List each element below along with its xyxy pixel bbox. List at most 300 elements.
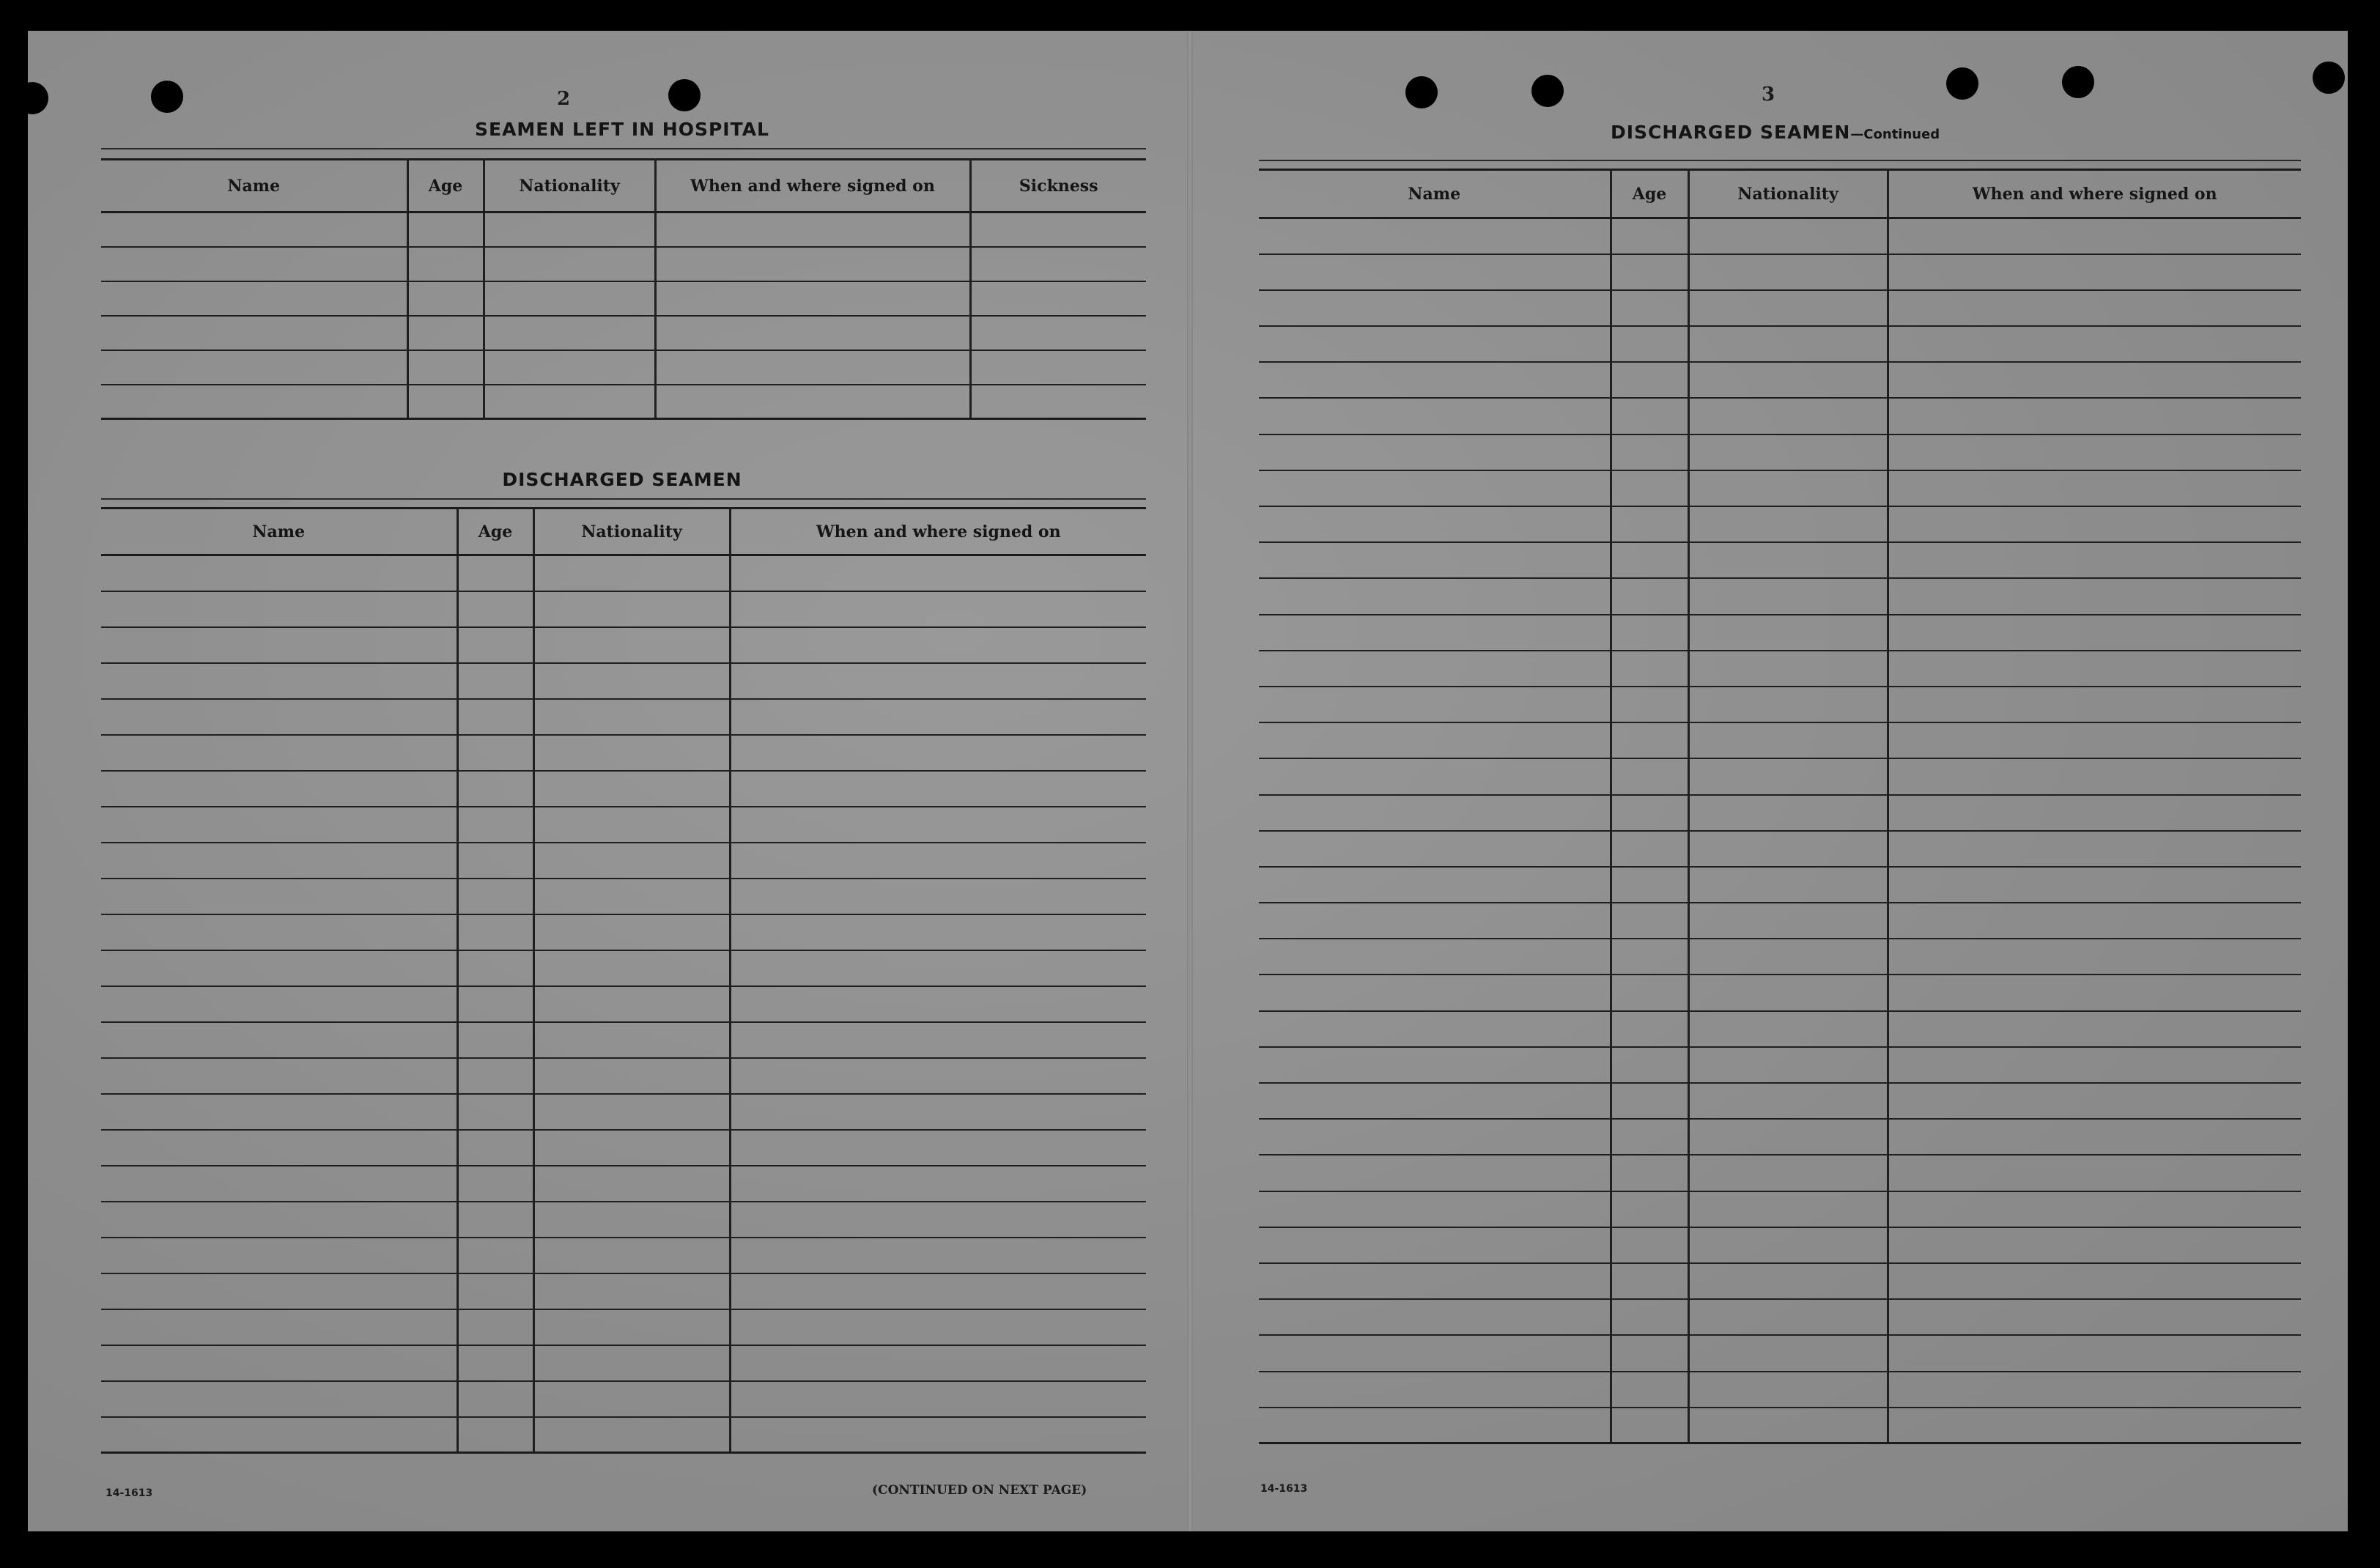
table-row	[101, 807, 1146, 843]
table-row	[1259, 362, 2301, 398]
table-cell	[1259, 758, 1611, 794]
table-cell	[1611, 1083, 1688, 1119]
table-cell	[457, 950, 533, 986]
table-row	[101, 1202, 1146, 1238]
table-cell	[1888, 398, 2301, 434]
table-cell	[457, 1273, 533, 1309]
table-row	[101, 914, 1146, 950]
table-row	[1259, 1227, 2301, 1263]
table-cell	[1611, 1263, 1688, 1299]
table-row	[1259, 254, 2301, 290]
table-cell	[1888, 1227, 2301, 1263]
table-cell	[730, 879, 1146, 914]
table-row	[1259, 975, 2301, 1010]
table-cell	[655, 385, 970, 419]
table-cell	[1611, 1335, 1688, 1371]
table-cell	[730, 555, 1146, 591]
table-cell	[457, 1166, 533, 1202]
discharged-col-name: Name	[101, 509, 457, 555]
table-cell	[101, 807, 457, 843]
table-cell	[730, 1130, 1146, 1166]
table-cell	[457, 986, 533, 1022]
table-cell	[1259, 795, 1611, 831]
page-fold	[1187, 31, 1193, 1531]
table-row	[101, 1022, 1146, 1058]
table-cell	[1259, 1335, 1611, 1371]
table-cell	[457, 807, 533, 843]
table-cell	[1688, 615, 1888, 651]
table-cell	[1611, 975, 1688, 1010]
table-cell	[1611, 578, 1688, 614]
table-cell	[970, 247, 1146, 281]
table-cell	[101, 950, 457, 986]
table-cell	[101, 1094, 457, 1130]
table-cell	[101, 316, 407, 350]
table-cell	[533, 843, 730, 879]
table-cell	[457, 1022, 533, 1058]
table-cell	[101, 350, 407, 385]
punch-hole	[1531, 75, 1564, 107]
table-cell	[1611, 795, 1688, 831]
table-cell	[1259, 1299, 1611, 1335]
table-cell	[1259, 1155, 1611, 1191]
table-cell	[101, 627, 457, 663]
table-cell	[1688, 722, 1888, 758]
table-cell	[730, 986, 1146, 1022]
table-cell	[730, 735, 1146, 771]
continued-top-rule	[1259, 160, 2301, 161]
continued-col-signed-on: When and where signed on	[1888, 170, 2301, 218]
table-cell	[655, 212, 970, 247]
table-cell	[1259, 1119, 1611, 1155]
table-cell	[1611, 398, 1688, 434]
hospital-col-nationality: Nationality	[484, 160, 655, 212]
table-row	[1259, 867, 2301, 903]
table-row	[101, 1381, 1146, 1417]
discharged-col-nationality: Nationality	[533, 509, 730, 555]
punch-hole	[668, 79, 701, 111]
table-cell	[1611, 1372, 1688, 1408]
table-row	[101, 1094, 1146, 1130]
table-cell	[457, 1130, 533, 1166]
table-cell	[457, 555, 533, 591]
table-cell	[730, 807, 1146, 843]
table-row	[1259, 1299, 2301, 1335]
table-cell	[407, 350, 484, 385]
hospital-col-name: Name	[101, 160, 407, 212]
table-row	[1259, 903, 2301, 939]
table-row	[101, 1238, 1146, 1273]
table-cell	[1688, 651, 1888, 687]
table-cell	[1611, 687, 1688, 722]
table-cell	[730, 1202, 1146, 1238]
table-cell	[1259, 687, 1611, 722]
table-cell	[1611, 722, 1688, 758]
table-cell	[1611, 1408, 1688, 1443]
discharged-section-title: DISCHARGED SEAMEN	[502, 469, 742, 490]
table-cell	[730, 843, 1146, 879]
table-cell	[1259, 975, 1611, 1010]
table-cell	[1888, 1299, 2301, 1335]
table-cell	[1611, 758, 1688, 794]
table-row	[1259, 290, 2301, 326]
table-cell	[1688, 506, 1888, 542]
punch-hole	[151, 81, 183, 113]
table-row	[1259, 470, 2301, 506]
table-cell	[1888, 1263, 2301, 1299]
hospital-col-sickness: Sickness	[970, 160, 1146, 212]
table-cell	[457, 1381, 533, 1417]
table-cell	[533, 1022, 730, 1058]
table-cell	[970, 212, 1146, 247]
table-cell	[730, 699, 1146, 735]
table-cell	[101, 771, 457, 807]
table-cell	[730, 591, 1146, 627]
table-cell	[1259, 470, 1611, 506]
table-cell	[1259, 1083, 1611, 1119]
table-cell	[533, 699, 730, 735]
table-cell	[1888, 1372, 2301, 1408]
table-cell	[730, 1309, 1146, 1345]
table-cell	[1259, 218, 1611, 254]
table-cell	[730, 1058, 1146, 1094]
table-row	[1259, 506, 2301, 542]
punch-hole	[1946, 67, 1978, 100]
table-cell	[457, 591, 533, 627]
table-cell	[1888, 362, 2301, 398]
discharged-col-age: Age	[457, 509, 533, 555]
table-cell	[101, 914, 457, 950]
continued-col-name: Name	[1259, 170, 1611, 218]
table-row	[101, 663, 1146, 699]
table-cell	[533, 735, 730, 771]
table-cell	[533, 591, 730, 627]
table-cell	[101, 385, 407, 419]
table-cell	[1611, 506, 1688, 542]
table-cell	[1888, 615, 2301, 651]
table-cell	[1888, 470, 2301, 506]
table-cell	[484, 247, 655, 281]
table-cell	[533, 950, 730, 986]
table-row	[1259, 1191, 2301, 1227]
table-row	[1259, 542, 2301, 578]
table-cell	[1259, 506, 1611, 542]
table-cell	[533, 1417, 730, 1453]
table-cell	[101, 591, 457, 627]
table-cell	[1888, 542, 2301, 578]
table-row	[1259, 326, 2301, 362]
table-row	[101, 350, 1146, 385]
table-cell	[1888, 254, 2301, 290]
table-cell	[1688, 867, 1888, 903]
table-cell	[1259, 939, 1611, 975]
table-cell	[101, 699, 457, 735]
table-cell	[533, 1238, 730, 1273]
table-cell	[1611, 867, 1688, 903]
table-cell	[1688, 326, 1888, 362]
punch-hole	[1405, 76, 1438, 108]
table-cell	[1888, 1408, 2301, 1443]
table-cell	[457, 879, 533, 914]
table-cell	[1888, 1155, 2301, 1191]
table-cell	[1259, 578, 1611, 614]
table-cell	[407, 247, 484, 281]
table-cell	[1611, 290, 1688, 326]
table-cell	[101, 1273, 457, 1309]
table-cell	[533, 627, 730, 663]
table-cell	[1611, 542, 1688, 578]
table-cell	[101, 1345, 457, 1381]
table-cell	[533, 1381, 730, 1417]
table-cell	[1259, 254, 1611, 290]
table-cell	[101, 1202, 457, 1238]
table-cell	[533, 986, 730, 1022]
table-cell	[730, 1022, 1146, 1058]
table-cell	[655, 281, 970, 316]
table-row	[1259, 939, 2301, 975]
table-cell	[1259, 1227, 1611, 1263]
table-cell	[457, 699, 533, 735]
continued-col-age: Age	[1611, 170, 1688, 218]
table-row	[101, 771, 1146, 807]
table-row	[1259, 1372, 2301, 1408]
table-cell	[1888, 687, 2301, 722]
table-cell	[730, 1238, 1146, 1273]
table-row	[101, 735, 1146, 771]
table-cell	[457, 663, 533, 699]
table-cell	[1611, 903, 1688, 939]
table-cell	[533, 1058, 730, 1094]
table-cell	[101, 735, 457, 771]
discharged-continued-title-main: DISCHARGED SEAMEN	[1611, 122, 1851, 143]
table-cell	[533, 914, 730, 950]
table-cell	[1688, 1191, 1888, 1227]
table-cell	[1611, 939, 1688, 975]
table-row	[1259, 651, 2301, 687]
table-cell	[1688, 1263, 1888, 1299]
table-row	[101, 843, 1146, 879]
discharged-continued-title	[1611, 122, 2094, 143]
table-cell	[457, 914, 533, 950]
table-cell	[730, 627, 1146, 663]
table-cell	[1888, 758, 2301, 794]
table-row	[101, 591, 1146, 627]
table-cell	[730, 1417, 1146, 1453]
table-cell	[730, 914, 1146, 950]
table-row	[1259, 434, 2301, 470]
table-row	[101, 1166, 1146, 1202]
table-cell	[533, 1094, 730, 1130]
table-cell	[1688, 687, 1888, 722]
table-cell	[1259, 1408, 1611, 1443]
table-cell	[730, 950, 1146, 986]
table-cell	[1688, 1119, 1888, 1155]
table-cell	[1611, 434, 1688, 470]
table-cell	[407, 316, 484, 350]
table-cell	[101, 212, 407, 247]
table-cell	[1888, 903, 2301, 939]
table-row	[1259, 687, 2301, 722]
table-cell	[1688, 831, 1888, 867]
table-cell	[457, 1202, 533, 1238]
table-cell	[101, 879, 457, 914]
table-cell	[1688, 1011, 1888, 1047]
table-cell	[101, 663, 457, 699]
table-cell	[1259, 1011, 1611, 1047]
table-cell	[1259, 362, 1611, 398]
table-cell	[1611, 1155, 1688, 1191]
table-cell	[1888, 867, 2301, 903]
table-row	[1259, 398, 2301, 434]
table-cell	[1611, 362, 1688, 398]
table-cell	[1688, 758, 1888, 794]
table-cell	[1888, 1083, 2301, 1119]
table-row	[1259, 218, 2301, 254]
table-row	[101, 212, 1146, 247]
table-cell	[101, 1166, 457, 1202]
table-cell	[1688, 1372, 1888, 1408]
table-cell	[1688, 903, 1888, 939]
table-cell	[1259, 542, 1611, 578]
table-cell	[1259, 434, 1611, 470]
table-cell	[407, 212, 484, 247]
table-cell	[457, 843, 533, 879]
table-row	[1259, 1083, 2301, 1119]
form-number-right: 14-1613	[1260, 1483, 1308, 1495]
table-cell	[457, 735, 533, 771]
table-cell	[1688, 470, 1888, 506]
hospital-col-signed-on: When and where signed on	[655, 160, 970, 212]
table-row	[1259, 1047, 2301, 1083]
table-cell	[730, 1381, 1146, 1417]
table-cell	[1688, 542, 1888, 578]
table-row	[1259, 795, 2301, 831]
table-cell	[1259, 1191, 1611, 1227]
table-cell	[1611, 1047, 1688, 1083]
table-row	[1259, 831, 2301, 867]
table-cell	[457, 1058, 533, 1094]
table-cell	[1888, 1335, 2301, 1371]
table-cell	[970, 316, 1146, 350]
table-cell	[101, 843, 457, 879]
table-cell	[1688, 975, 1888, 1010]
table-row	[1259, 1011, 2301, 1047]
table-cell	[1259, 398, 1611, 434]
punch-hole	[16, 82, 48, 114]
table-cell	[1259, 615, 1611, 651]
table-cell	[1611, 1119, 1688, 1155]
table-row	[101, 1309, 1146, 1345]
table-cell	[533, 663, 730, 699]
table-cell	[1259, 326, 1611, 362]
table-cell	[101, 1058, 457, 1094]
table-cell	[1688, 939, 1888, 975]
table-row	[1259, 615, 2301, 651]
table-cell	[1259, 1263, 1611, 1299]
table-cell	[1888, 651, 2301, 687]
table-cell	[1611, 218, 1688, 254]
table-cell	[533, 1273, 730, 1309]
table-cell	[1611, 615, 1688, 651]
table-cell	[1688, 1408, 1888, 1443]
table-cell	[970, 350, 1146, 385]
table-cell	[970, 385, 1146, 419]
table-cell	[1611, 1227, 1688, 1263]
table-cell	[101, 247, 407, 281]
page-number-right: 3	[1762, 84, 1775, 106]
table-cell	[457, 771, 533, 807]
table-cell	[533, 771, 730, 807]
table-cell	[1888, 1191, 2301, 1227]
table-cell	[1259, 831, 1611, 867]
table-cell	[1888, 1119, 2301, 1155]
table-row	[101, 879, 1146, 914]
table-row	[101, 1345, 1146, 1381]
table-row	[101, 950, 1146, 986]
table-cell	[730, 663, 1146, 699]
discharged-table	[101, 507, 1146, 1454]
table-row	[1259, 1335, 2301, 1371]
table-cell	[533, 1166, 730, 1202]
table-cell	[1688, 290, 1888, 326]
table-cell	[101, 281, 407, 316]
table-cell	[1259, 1047, 1611, 1083]
table-cell	[533, 555, 730, 591]
table-cell	[484, 385, 655, 419]
table-cell	[1888, 831, 2301, 867]
table-cell	[1888, 326, 2301, 362]
table-cell	[1688, 1227, 1888, 1263]
table-cell	[1611, 470, 1688, 506]
table-cell	[484, 350, 655, 385]
table-cell	[457, 1094, 533, 1130]
table-cell	[1688, 795, 1888, 831]
table-cell	[533, 1130, 730, 1166]
table-cell	[407, 281, 484, 316]
table-cell	[1259, 903, 1611, 939]
table-row	[101, 1417, 1146, 1453]
table-cell	[730, 1345, 1146, 1381]
table-row	[1259, 1119, 2301, 1155]
table-cell	[1888, 434, 2301, 470]
table-cell	[484, 281, 655, 316]
table-row	[101, 247, 1146, 281]
table-cell	[1259, 651, 1611, 687]
table-cell	[1611, 651, 1688, 687]
table-cell	[655, 316, 970, 350]
table-cell	[1688, 398, 1888, 434]
table-cell	[533, 879, 730, 914]
table-cell	[484, 316, 655, 350]
table-cell	[1888, 722, 2301, 758]
table-row	[1259, 722, 2301, 758]
table-cell	[970, 281, 1146, 316]
table-row	[1259, 578, 2301, 614]
table-cell	[1611, 1299, 1688, 1335]
table-row	[101, 316, 1146, 350]
table-cell	[1688, 1335, 1888, 1371]
table-row	[101, 385, 1146, 419]
table-cell	[730, 1094, 1146, 1130]
table-row	[101, 986, 1146, 1022]
table-cell	[533, 1345, 730, 1381]
table-row	[101, 1130, 1146, 1166]
table-cell	[1259, 867, 1611, 903]
page-number-left: 2	[557, 88, 571, 110]
continued-note: (CONTINUED ON NEXT PAGE)	[872, 1483, 1087, 1498]
table-cell	[101, 1238, 457, 1273]
table-row	[101, 555, 1146, 591]
